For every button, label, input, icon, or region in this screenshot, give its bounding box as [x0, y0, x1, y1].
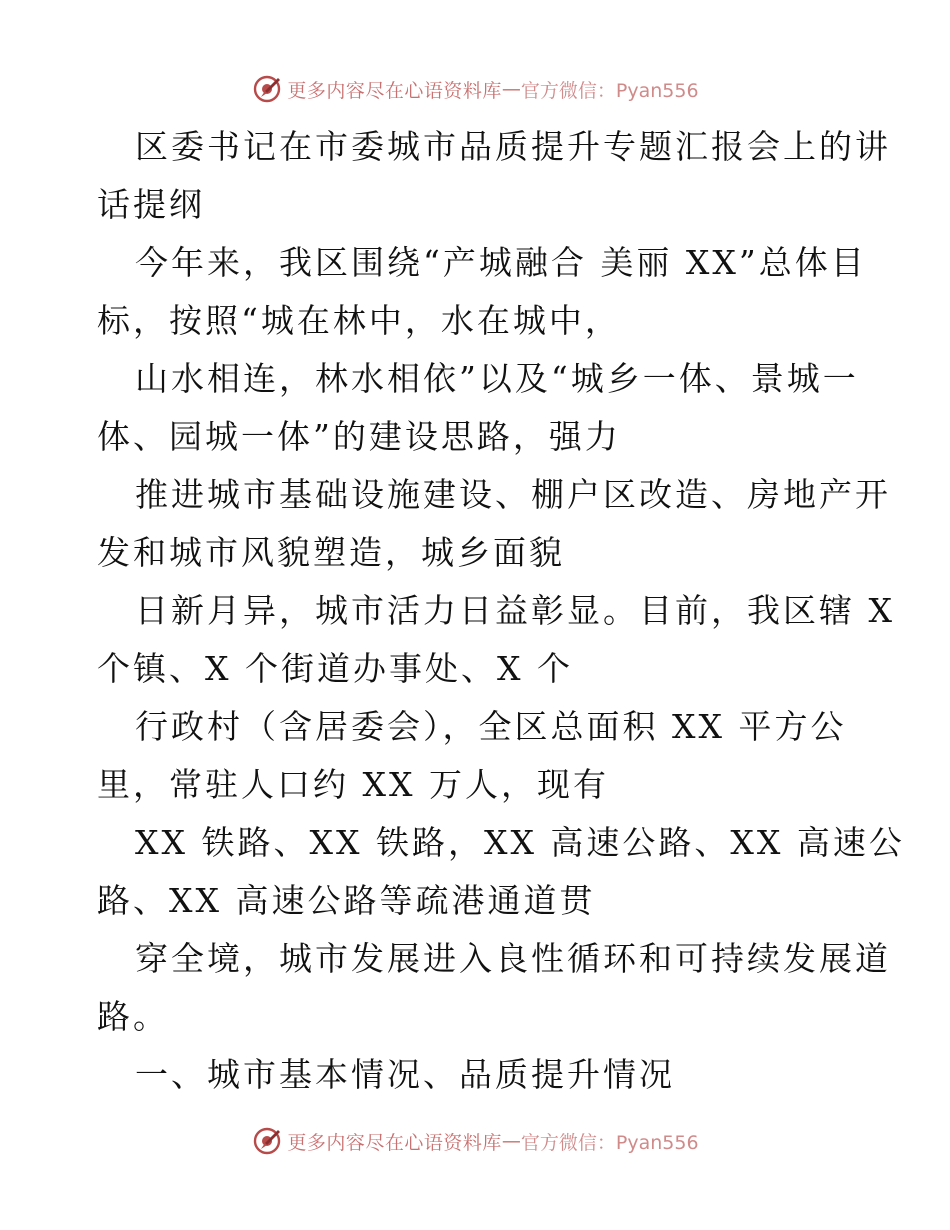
paragraph-line: 穿全境，城市发展进入良性循环和可持续发展道 — [135, 939, 891, 978]
watermark-separator: — — [501, 78, 521, 100]
paragraph-line: 行政村（含居委会），全区总面积 XX 平方公 — [135, 707, 847, 746]
watermark-separator: — — [501, 1130, 521, 1152]
quill-logo-icon — [251, 1125, 283, 1157]
section-heading: 一、城市基本情况、品质提升情况 — [135, 1055, 675, 1094]
paragraph-line: 个镇、X 个街道办事处、X 个 — [97, 649, 573, 688]
watermark-site-text: 更多内容尽在心语资料库 — [287, 79, 502, 102]
paragraph-line: 里，常驻人口约 XX 万人，现有 — [97, 765, 609, 804]
title-line: 话提纲 — [97, 185, 205, 224]
document-body — [97, 118, 905, 1104]
paragraph-line: 日新月异，城市活力日益彰显。目前，我区辖 X — [135, 591, 895, 630]
paragraph-line: 山水相连，林水相依”以及“城乡一体、景城一 — [135, 359, 859, 398]
header-watermark — [0, 72, 950, 106]
quill-logo-icon — [251, 73, 283, 105]
watermark-site-text: 更多内容尽在心语资料库 — [287, 1131, 502, 1154]
paragraph-line: 推进城市基础设施建设、棚户区改造、房地产开 — [135, 475, 891, 514]
footer-watermark — [0, 1124, 950, 1158]
paragraph-line: 标，按照“城在林中，水在城中， — [97, 301, 621, 340]
paragraph-line: 路、XX 高速公路等疏港通道贯 — [97, 881, 596, 920]
paragraph-line: 发和城市风貌塑造，城乡面貌 — [97, 533, 565, 572]
watermark-wechat: 官方微信：Pyan556 — [520, 1131, 699, 1154]
paragraph-line: 今年来，我区围绕“产城融合 美丽 XX”总体目 — [135, 243, 867, 282]
paragraph-line: 体、园城一体”的建设思路，强力 — [97, 417, 621, 456]
title-line: 区委书记在市委城市品质提升专题汇报会上的讲 — [135, 127, 891, 166]
paragraph-line: 路。 — [97, 997, 169, 1036]
watermark-wechat: 官方微信：Pyan556 — [520, 79, 699, 102]
paragraph-line: XX 铁路、XX 铁路，XX 高速公路、XX 高速公 — [135, 823, 905, 862]
